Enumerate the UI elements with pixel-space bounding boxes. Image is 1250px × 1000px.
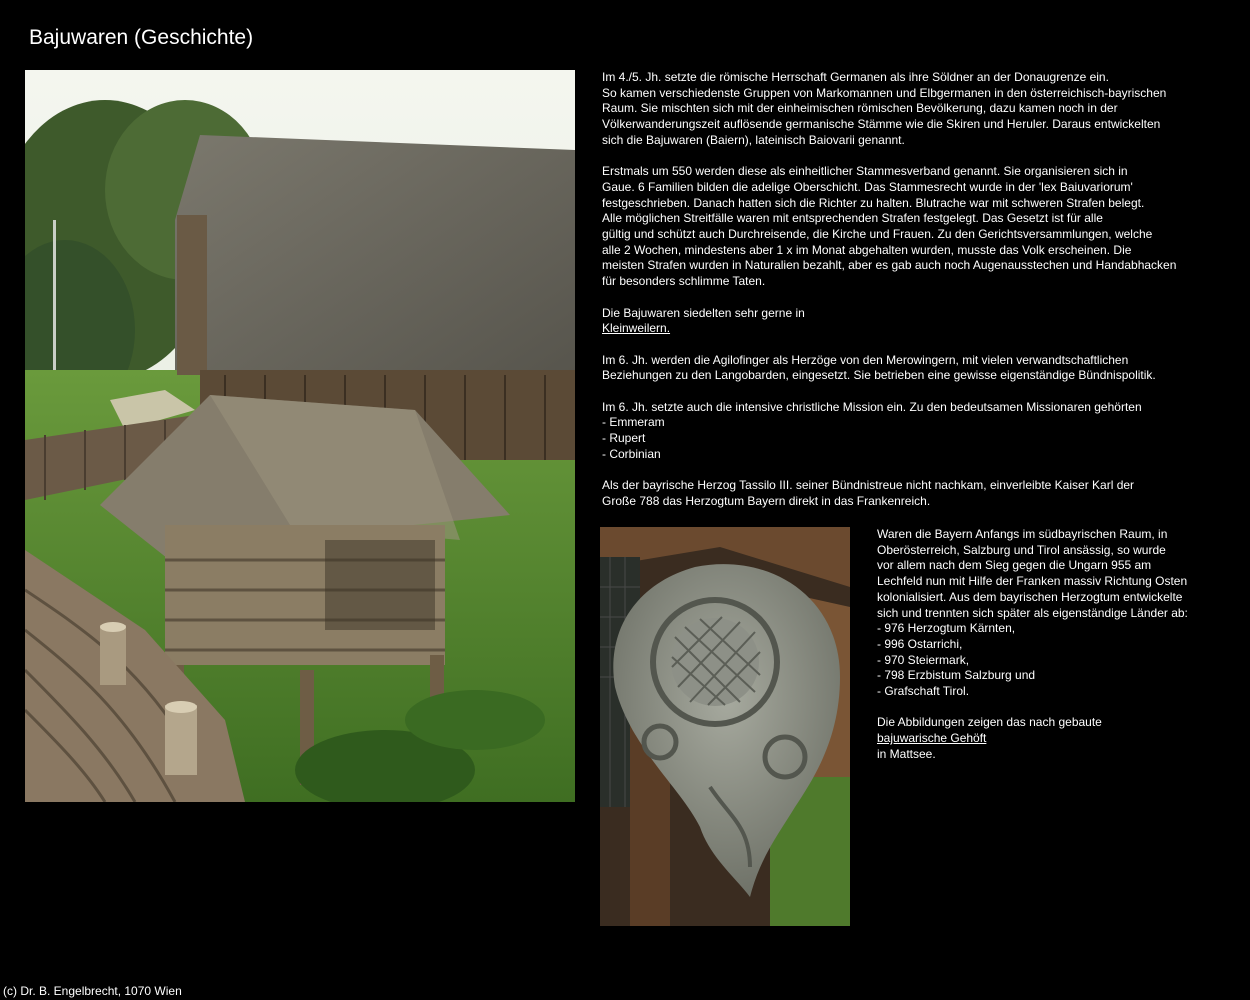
list-item: - Grafschaft Tirol. xyxy=(877,684,970,699)
paragraph-tassilo xyxy=(602,478,1202,509)
paragraph-origins xyxy=(602,70,1202,149)
text-line: So kamen verschiedenste Gruppen von Markomannen und Elbgermanen in den österreichisch-bayrischen xyxy=(602,85,1167,100)
text-line: Raum. Sie mischten sich mit der einheimischen römischen Bevölkerung, dazu kamen noch in der xyxy=(602,101,1118,116)
list-item: - 798 Erzbistum Salzburg und xyxy=(877,668,1036,683)
list-item: - 976 Herzogtum Kärnten, xyxy=(877,621,1016,636)
main-text xyxy=(602,70,1202,510)
paragraph-settlements xyxy=(602,306,1202,337)
text-line: Erstmals um 550 werden diese als einheitlicher Stammesverband genannt. Sie organisieren sich in xyxy=(602,164,1128,179)
text-line: Im 6. Jh. werden die Agilofinger als Herzöge von den Merowingern, mit vielen verwandtschaftlichen xyxy=(602,352,1129,367)
list-item: - 996 Ostarrichi, xyxy=(877,636,963,651)
text-line: Die Abbildungen zeigen das nach gebaute xyxy=(877,715,1102,730)
copyright-footer: (c) Dr. B. Engelbrecht, 1070 Wien xyxy=(3,984,182,998)
text-line: Waren die Bayern Anfangs im südbayrischen Raum, in xyxy=(877,527,1168,541)
text-line: gültig und schützt auch Durchreisende, die Kirche und Frauen. Zu den Gerichtsversammlungen, welche xyxy=(602,227,1153,242)
text-line: vor allem nach dem Sieg gegen die Ungarn 955 am xyxy=(877,558,1152,573)
paragraph-mission xyxy=(602,400,1202,463)
photo-bajuwaren-granary xyxy=(25,70,575,802)
text-line: Große 788 das Herzogtum Bayern direkt in das Frankenreich. xyxy=(602,493,931,508)
text-line: sich die Bajuwaren (Baiern), lateinisch Baiovarii genannt. xyxy=(602,132,905,147)
text-line: alle 2 Wochen, mindestens aber 1 x im Monat abgehalten wurden, musste das Volk erscheinen. Die xyxy=(602,242,1132,257)
text-line: sich und trennten sich später als eigenständige Länder ab: xyxy=(877,605,1188,620)
text-line: Im 4./5. Jh. setzte die römische Herrschaft Germanen als ihre Söldner an der Donaugrenze ein. xyxy=(602,70,1109,84)
text-line: meisten Strafen wurden in Naturalien bezahlt, aber es gab auch noch Augenausstechen und Handabhacken xyxy=(602,258,1177,273)
paragraph-agilofinger xyxy=(602,353,1202,384)
text-line: kolonialisiert. Aus dem bayrischen Herzogtum entwickelte xyxy=(877,589,1183,604)
text-line: Im 6. Jh. setzte auch die intensive christliche Mission ein. Zu den bedeutsamen Missionaren gehörten xyxy=(602,399,1142,414)
text-line: Oberösterreich, Salzburg und Tirol ansässig, so wurde xyxy=(877,542,1166,557)
text-line: Alle möglichen Streitfälle waren mit entsprechenden Strafen festgelegt. Das Gesetzt ist für alle xyxy=(602,211,1103,226)
page-title: Bajuwaren (Geschichte) xyxy=(29,26,254,49)
text-line: festgeschrieben. Danach hatten sich die Richter zu halten. Blutrache war mit schweren Strafen belegt. xyxy=(602,195,1145,210)
list-item: - 970 Steiermark, xyxy=(877,652,970,667)
text-line: Die Bajuwaren siedelten sehr gerne in xyxy=(602,305,805,320)
text-line: Lechfeld nun mit Hilfe der Franken massiv Richtung Osten xyxy=(877,574,1188,589)
text-line: für besonders schlimme Taten. xyxy=(602,274,766,289)
list-item: - Emmeram xyxy=(602,415,665,430)
paragraph-law xyxy=(602,164,1202,290)
text-line: Beziehungen zu den Langobarden, eingesetzt. Sie betrieben eine gewisse eigenständige Bündnispolitik. xyxy=(602,368,1156,383)
list-item: - Corbinian xyxy=(602,446,661,461)
text-line: Als der bayrische Herzog Tassilo III. seiner Bündnistreue nicht nachkam, einverleibte Kaiser Karl der xyxy=(602,478,1135,493)
text-line: in Mattsee. xyxy=(877,746,936,761)
list-item: - Rupert xyxy=(602,431,646,446)
text-line: Gaue. 6 Familien bilden die adelige Oberschicht. Das Stammesrecht wurde in der 'lex Baiuvariorum' xyxy=(602,179,1133,194)
link-bajuwarische-gehoeft[interactable]: bajuwarische Gehöft xyxy=(877,731,987,746)
paragraph-colonisation xyxy=(877,527,1207,700)
paragraph-images-note xyxy=(877,715,1207,762)
text-line: Völkerwanderungszeit auflösende germanische Stämme wie die Skiren und Heruler. Daraus entwickelten xyxy=(602,117,1161,132)
side-text xyxy=(877,527,1207,763)
link-kleinweilern[interactable]: Kleinweilern. xyxy=(602,321,671,336)
photo-carved-ornament xyxy=(600,527,850,926)
